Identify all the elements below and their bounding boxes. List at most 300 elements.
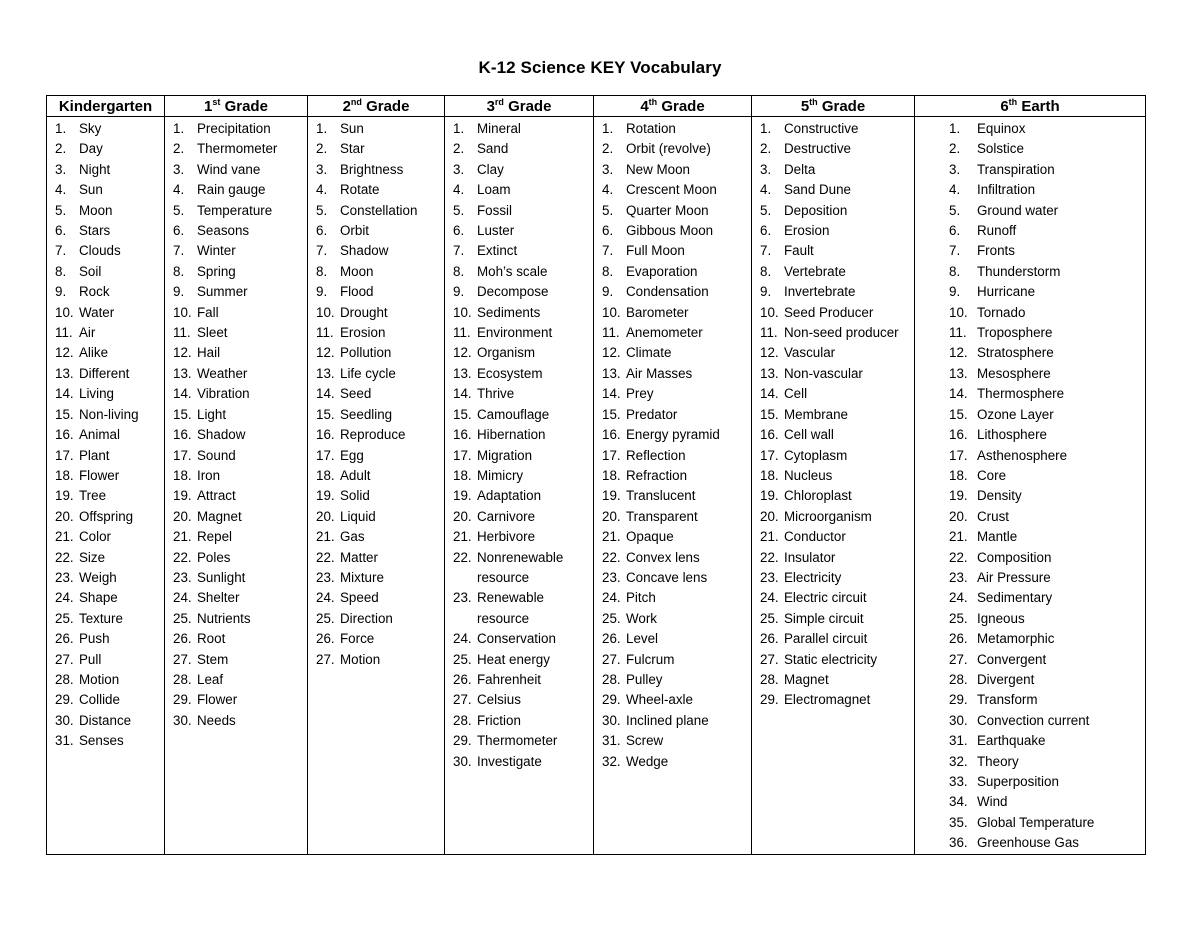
vocab-item-number: 12. [453,345,472,361]
vocab-item-number: 10. [55,304,74,320]
vocab-item-term: Organism [477,345,536,361]
vocab-item [445,425,593,445]
vocab-item [47,466,164,486]
vocab-item-term: Rotation [626,121,676,136]
vocab-item-term: Cytoplasm [784,447,848,463]
vocab-item-number: 11. [173,325,191,341]
vocab-item-number: 30. [173,712,192,728]
vocab-item [752,343,914,363]
vocab-item [594,731,751,751]
vocab-item-number: 6. [949,223,961,239]
vocab-item-number: 30. [453,753,472,769]
vocab-item-term: Ground water [977,202,1059,218]
vocab-item-term: Nucleus [784,467,833,483]
vocab-item-number: 15. [55,406,74,422]
vocab-item-number: 9. [949,284,961,300]
vocab-item-term: Seed [340,386,372,402]
vocab-item-number: 16. [602,427,621,443]
vocab-item-term: Troposphere [977,325,1053,341]
vocab-item [752,446,914,466]
vocab-item [445,201,593,221]
vocab-item [47,364,164,384]
vocab-item-term: Pitch [626,590,656,606]
vocab-item [915,241,1145,261]
vocab-item-term: Weigh [79,569,117,585]
vocab-item-term: Transparent [626,508,698,524]
vocab-item [915,119,1145,139]
vocab-item [165,670,307,690]
vocab-item [165,282,307,302]
vocab-item [915,629,1145,649]
vocab-item-term: Convergent [977,651,1047,667]
column-cell-5 [752,117,915,855]
vocab-item-number: 17. [55,447,74,463]
vocab-item-term: Hurricane [977,284,1036,300]
vocab-item-term: Migration [477,447,533,463]
vocab-item [594,282,751,302]
vocab-item-number: 5. [316,202,328,218]
vocab-item [915,527,1145,547]
vocab-item [594,446,751,466]
vocab-item [165,609,307,629]
vocab-item [752,262,914,282]
vocab-item-term: Air Pressure [977,569,1051,585]
vocab-item [165,548,307,568]
vocab-item-number: 25. [453,651,472,667]
vocab-item [308,139,444,159]
vocab-item-term: Translucent [626,488,696,504]
vocab-item-term: Renewable resource [477,590,544,626]
vocab-item [752,609,914,629]
vocab-item-term: Opaque [626,529,674,545]
vocab-item [445,119,593,139]
vocab-item [165,588,307,608]
vocab-item-term: Solid [340,488,370,504]
vocab-item-number: 1. [760,121,772,136]
vocab-item-term: Summer [197,284,248,300]
vocab-item-number: 26. [316,631,335,647]
vocab-item-number: 10. [602,304,621,320]
column-header-suffix: Grade [503,97,552,115]
vocab-item [915,833,1145,853]
vocab-list [47,117,164,752]
vocab-item-number: 7. [55,243,67,259]
vocab-item-number: 31. [602,733,621,749]
vocab-item-term: Wedge [626,753,669,769]
vocab-item-number: 19. [602,488,621,504]
vocab-item-term: Life cycle [340,365,396,381]
vocab-item [47,303,164,323]
vocab-item [915,772,1145,792]
column-header-0 [47,96,165,117]
vocab-item-number: 4. [55,182,67,198]
vocab-item [47,690,164,710]
vocab-item [308,343,444,363]
vocab-item-number: 17. [316,447,335,463]
vocab-item-number: 19. [453,488,472,504]
column-header-text: Kindergarten [58,97,153,115]
vocab-item-term: Fulcrum [626,651,675,667]
vocab-item-number: 26. [453,671,472,687]
vocab-item [47,119,164,139]
vocab-item [752,221,914,241]
vocab-item-number: 19. [760,488,779,504]
vocab-item [594,201,751,221]
vocab-item-number: 18. [316,467,335,483]
vocab-item-number: 35. [949,814,968,830]
vocab-item-number: 27. [55,651,74,667]
vocab-item [915,588,1145,608]
vocab-item-number: 12. [316,345,335,361]
vocab-item-term: Gibbous Moon [626,223,714,239]
vocab-item-term: Decompose [477,284,549,300]
vocab-item-number: 22. [760,549,779,565]
vocab-item-term: Fossil [477,202,512,218]
vocab-list [752,117,914,711]
vocab-item [445,486,593,506]
vocab-item-number: 5. [55,202,67,218]
vocab-item-term: Stem [197,651,229,667]
vocab-item-number: 7. [173,243,185,259]
vocab-item [165,119,307,139]
vocab-item-number: 20. [316,508,335,524]
vocab-item-number: 1. [453,121,465,136]
column-cell-6 [915,117,1146,855]
vocab-item [445,690,593,710]
vocab-item-number: 26. [55,631,74,647]
vocab-item [594,507,751,527]
vocab-item-number: 13. [453,365,472,381]
vocab-item-number: 13. [55,365,74,381]
vocab-item-term: Loam [477,182,511,198]
vocab-item [594,405,751,425]
vocab-item-number: 23. [949,569,968,585]
vocab-item-term: Rain gauge [197,182,266,198]
vocab-item-number: 8. [453,263,465,279]
column-header-text: 4 [640,97,649,115]
vocab-item-term: Night [79,161,111,177]
vocab-item [308,180,444,200]
vocab-item [308,609,444,629]
vocab-item-number: 15. [173,406,192,422]
vocab-item-term: Different [79,365,130,381]
vocab-item-number: 13. [949,365,968,381]
vocab-item-number: 22. [949,549,968,565]
vocab-item-term: Motion [340,651,381,667]
vocab-item-number: 16. [173,427,192,443]
vocab-item-term: Winter [197,243,236,259]
column-header-superscript: st [212,96,221,107]
vocab-item-number: 14. [602,386,621,402]
vocab-item-number: 5. [173,202,185,218]
vocab-item [594,323,751,343]
vocab-item-term: Celsius [477,692,521,708]
vocab-item-number: 20. [760,508,779,524]
vocab-item-number: 2. [949,141,961,157]
vocab-item-term: Air [79,325,96,341]
vocab-item [47,201,164,221]
vocab-item [165,629,307,649]
vocab-item-term: Static electricity [784,651,878,667]
vocab-list [594,117,751,772]
column-header-text: 6 [1000,97,1009,115]
vocab-item-term: Core [977,467,1007,483]
vocab-item-term: Moh’s scale [477,263,548,279]
vocab-item-term: Non-vascular [784,365,863,381]
vocab-item-number: 26. [173,631,192,647]
vocab-item-number: 27. [316,651,335,667]
vocab-item-term: Motion [79,671,120,687]
vocab-item [308,160,444,180]
vocab-item-number: 15. [453,406,472,422]
vocab-item [915,690,1145,710]
vocab-item [165,568,307,588]
vocab-item-number: 8. [760,263,772,279]
vocab-item-term: Reflection [626,447,686,463]
vocab-item [47,629,164,649]
vocab-item [594,568,751,588]
vocab-item-number: 13. [602,365,621,381]
vocab-item-term: Flood [340,284,374,300]
vocab-item [594,629,751,649]
vocab-item [915,323,1145,343]
vocab-item-number: 10. [760,304,779,320]
vocab-item [594,139,751,159]
vocab-item [47,731,164,751]
vocab-item-term: Vibration [197,386,250,402]
vocab-item-term: Mineral [477,121,521,136]
vocab-item-term: Animal [79,427,120,443]
vocab-item [594,119,751,139]
vocab-item [594,466,751,486]
vocab-item-number: 17. [602,447,621,463]
vocab-item-number: 6. [316,223,328,239]
vocab-item-term: Equinox [977,121,1026,136]
vocab-item-term: Fault [784,243,814,259]
vocab-item-number: 16. [55,427,74,443]
vocab-item-term: Repel [197,529,232,545]
vocab-item [915,425,1145,445]
vocab-item [308,527,444,547]
vocab-list [915,117,1145,854]
vocab-item-number: 31. [55,733,74,749]
vocab-item [308,303,444,323]
vocab-item-term: Inclined plane [626,712,709,728]
vocab-item-number: 11. [316,325,334,341]
vocab-item-number: 8. [173,263,185,279]
vocab-item-term: Erosion [340,325,386,341]
vocab-item [752,241,914,261]
vocab-item-number: 5. [949,202,961,218]
vocab-item-term: Electromagnet [784,692,871,708]
vocab-item-term: Environment [477,325,553,341]
column-header-superscript: nd [350,96,362,107]
vocab-item-number: 21. [949,529,968,545]
vocab-item-term: Star [340,141,365,157]
vocab-item-number: 20. [173,508,192,524]
vocab-item-number: 22. [453,549,472,565]
vocab-item [594,527,751,547]
vocab-item-number: 28. [173,671,192,687]
vocab-item [594,609,751,629]
vocab-item-term: Poles [197,549,231,565]
page-title: K-12 Science KEY Vocabulary [478,58,722,77]
vocab-item-term: Moon [79,202,113,218]
vocab-item-number: 2. [760,141,772,157]
vocab-item [47,262,164,282]
vocab-item [752,160,914,180]
vocab-item-term: Shelter [197,590,240,606]
vocab-item-term: Convex lens [626,549,700,565]
vocab-item [915,711,1145,731]
vocab-item-term: Air Masses [626,365,693,381]
vocab-item [47,650,164,670]
vocab-item-number: 29. [55,692,74,708]
vocab-item-term: Adult [340,467,371,483]
vocab-item [915,343,1145,363]
vocab-item-term: Alike [79,345,109,361]
vocab-item-number: 4. [453,182,465,198]
vocab-item [308,241,444,261]
vocab-item [165,241,307,261]
vocab-item-term: Clouds [79,243,121,259]
vocab-item-number: 11. [760,325,778,341]
vocab-item-term: Constructive [784,121,859,136]
vocab-item-number: 3. [602,161,614,177]
vocab-item-term: Drought [340,304,388,320]
vocab-item-number: 9. [173,284,185,300]
vocab-item-term: Force [340,631,375,647]
vocab-item-number: 18. [760,467,779,483]
vocab-item [594,548,751,568]
vocab-item-number: 2. [316,141,328,157]
vocab-item-number: 27. [760,651,779,667]
vocab-item [915,813,1145,833]
vocab-item [752,139,914,159]
column-header-text: 2 [342,97,351,115]
vocab-item-term: Friction [477,712,521,728]
vocab-item [165,139,307,159]
vocab-item [915,303,1145,323]
vocab-item [308,466,444,486]
vocab-item-term: Offspring [79,508,134,524]
vocab-item-number: 16. [316,427,335,443]
vocab-item-number: 1. [55,121,67,136]
vocab-item-number: 28. [602,671,621,687]
column-header-suffix: Grade [657,97,705,115]
vocab-item-term: Conservation [477,631,556,647]
vocab-item-term: Ozone Layer [977,406,1054,422]
vocab-item [752,548,914,568]
vocabulary-table [46,95,1146,855]
vocab-item [308,201,444,221]
vocab-item-term: Fronts [977,243,1015,259]
vocab-item-term: Deposition [784,202,848,218]
vocab-item-term: Heat energy [477,651,550,667]
vocab-item-number: 34. [949,794,968,810]
vocab-item-number: 4. [760,182,772,198]
vocab-item-number: 15. [949,406,968,422]
vocab-item-number: 24. [55,590,74,606]
vocab-item-term: Non-living [79,406,139,422]
vocab-item-number: 8. [316,263,328,279]
vocab-item-term: Climate [626,345,672,361]
vocab-item [308,446,444,466]
vocab-item-term: Predator [626,406,678,422]
column-header-5 [752,96,915,117]
vocab-item [308,425,444,445]
vocab-item [752,650,914,670]
vocab-item [594,752,751,772]
vocab-item [47,405,164,425]
vocab-item-term: Seasons [197,223,250,239]
vocab-item [594,303,751,323]
vocab-item-term: Quarter Moon [626,202,709,218]
vocab-item [915,446,1145,466]
vocab-item-number: 6. [173,223,185,239]
vocab-item [47,588,164,608]
vocab-item-term: Concave lens [626,569,708,585]
vocab-item-term: Cell [784,386,808,402]
vocab-item-term: Transpiration [977,161,1055,177]
vocab-item-term: Sunlight [197,569,246,585]
vocab-item-number: 16. [949,427,968,443]
vocab-item-number: 20. [453,508,472,524]
vocab-item-number: 22. [602,549,621,565]
column-header-suffix: Earth [1017,97,1060,115]
vocab-item-number: 14. [316,386,335,402]
vocab-item-term: Simple circuit [784,610,864,626]
vocab-item-term: Prey [626,386,654,402]
vocab-item [915,405,1145,425]
vocab-item [752,527,914,547]
vocab-item-number: 21. [760,529,779,545]
vocab-item-number: 7. [949,243,961,259]
vocab-item [752,384,914,404]
vocab-item-term: Divergent [977,671,1035,687]
vocab-item-number: 30. [602,712,621,728]
vocab-item-term: Electricity [784,569,842,585]
vocab-item-term: Matter [340,549,378,565]
vocab-item-term: Root [197,631,226,647]
vocab-item-number: 22. [316,549,335,565]
vocab-item-number: 12. [760,345,779,361]
vocab-item [752,507,914,527]
column-header-superscript: th [648,96,658,107]
vocab-item-term: Transform [977,692,1038,708]
vocab-item-number: 18. [453,467,472,483]
vocab-item-number: 14. [173,386,192,402]
vocab-item-term: Day [79,141,103,157]
vocab-item [165,160,307,180]
vocab-item-number: 11. [949,325,967,341]
column-header-suffix: Grade [817,97,866,115]
vocab-item-number: 25. [55,610,74,626]
vocab-item-number: 24. [316,590,335,606]
vocab-item-number: 11. [453,325,471,341]
vocab-item-number: 20. [602,508,621,524]
vocab-item [47,139,164,159]
vocab-item-term: Orbit [340,223,370,239]
vocab-item [752,282,914,302]
vocab-item-term: Leaf [197,671,224,687]
vocab-item-number: 10. [316,304,335,320]
column-header-superscript: th [809,96,818,107]
vocab-item [445,241,593,261]
vocab-item [752,119,914,139]
vocab-item [165,690,307,710]
vocab-item-term: Hibernation [477,427,546,443]
